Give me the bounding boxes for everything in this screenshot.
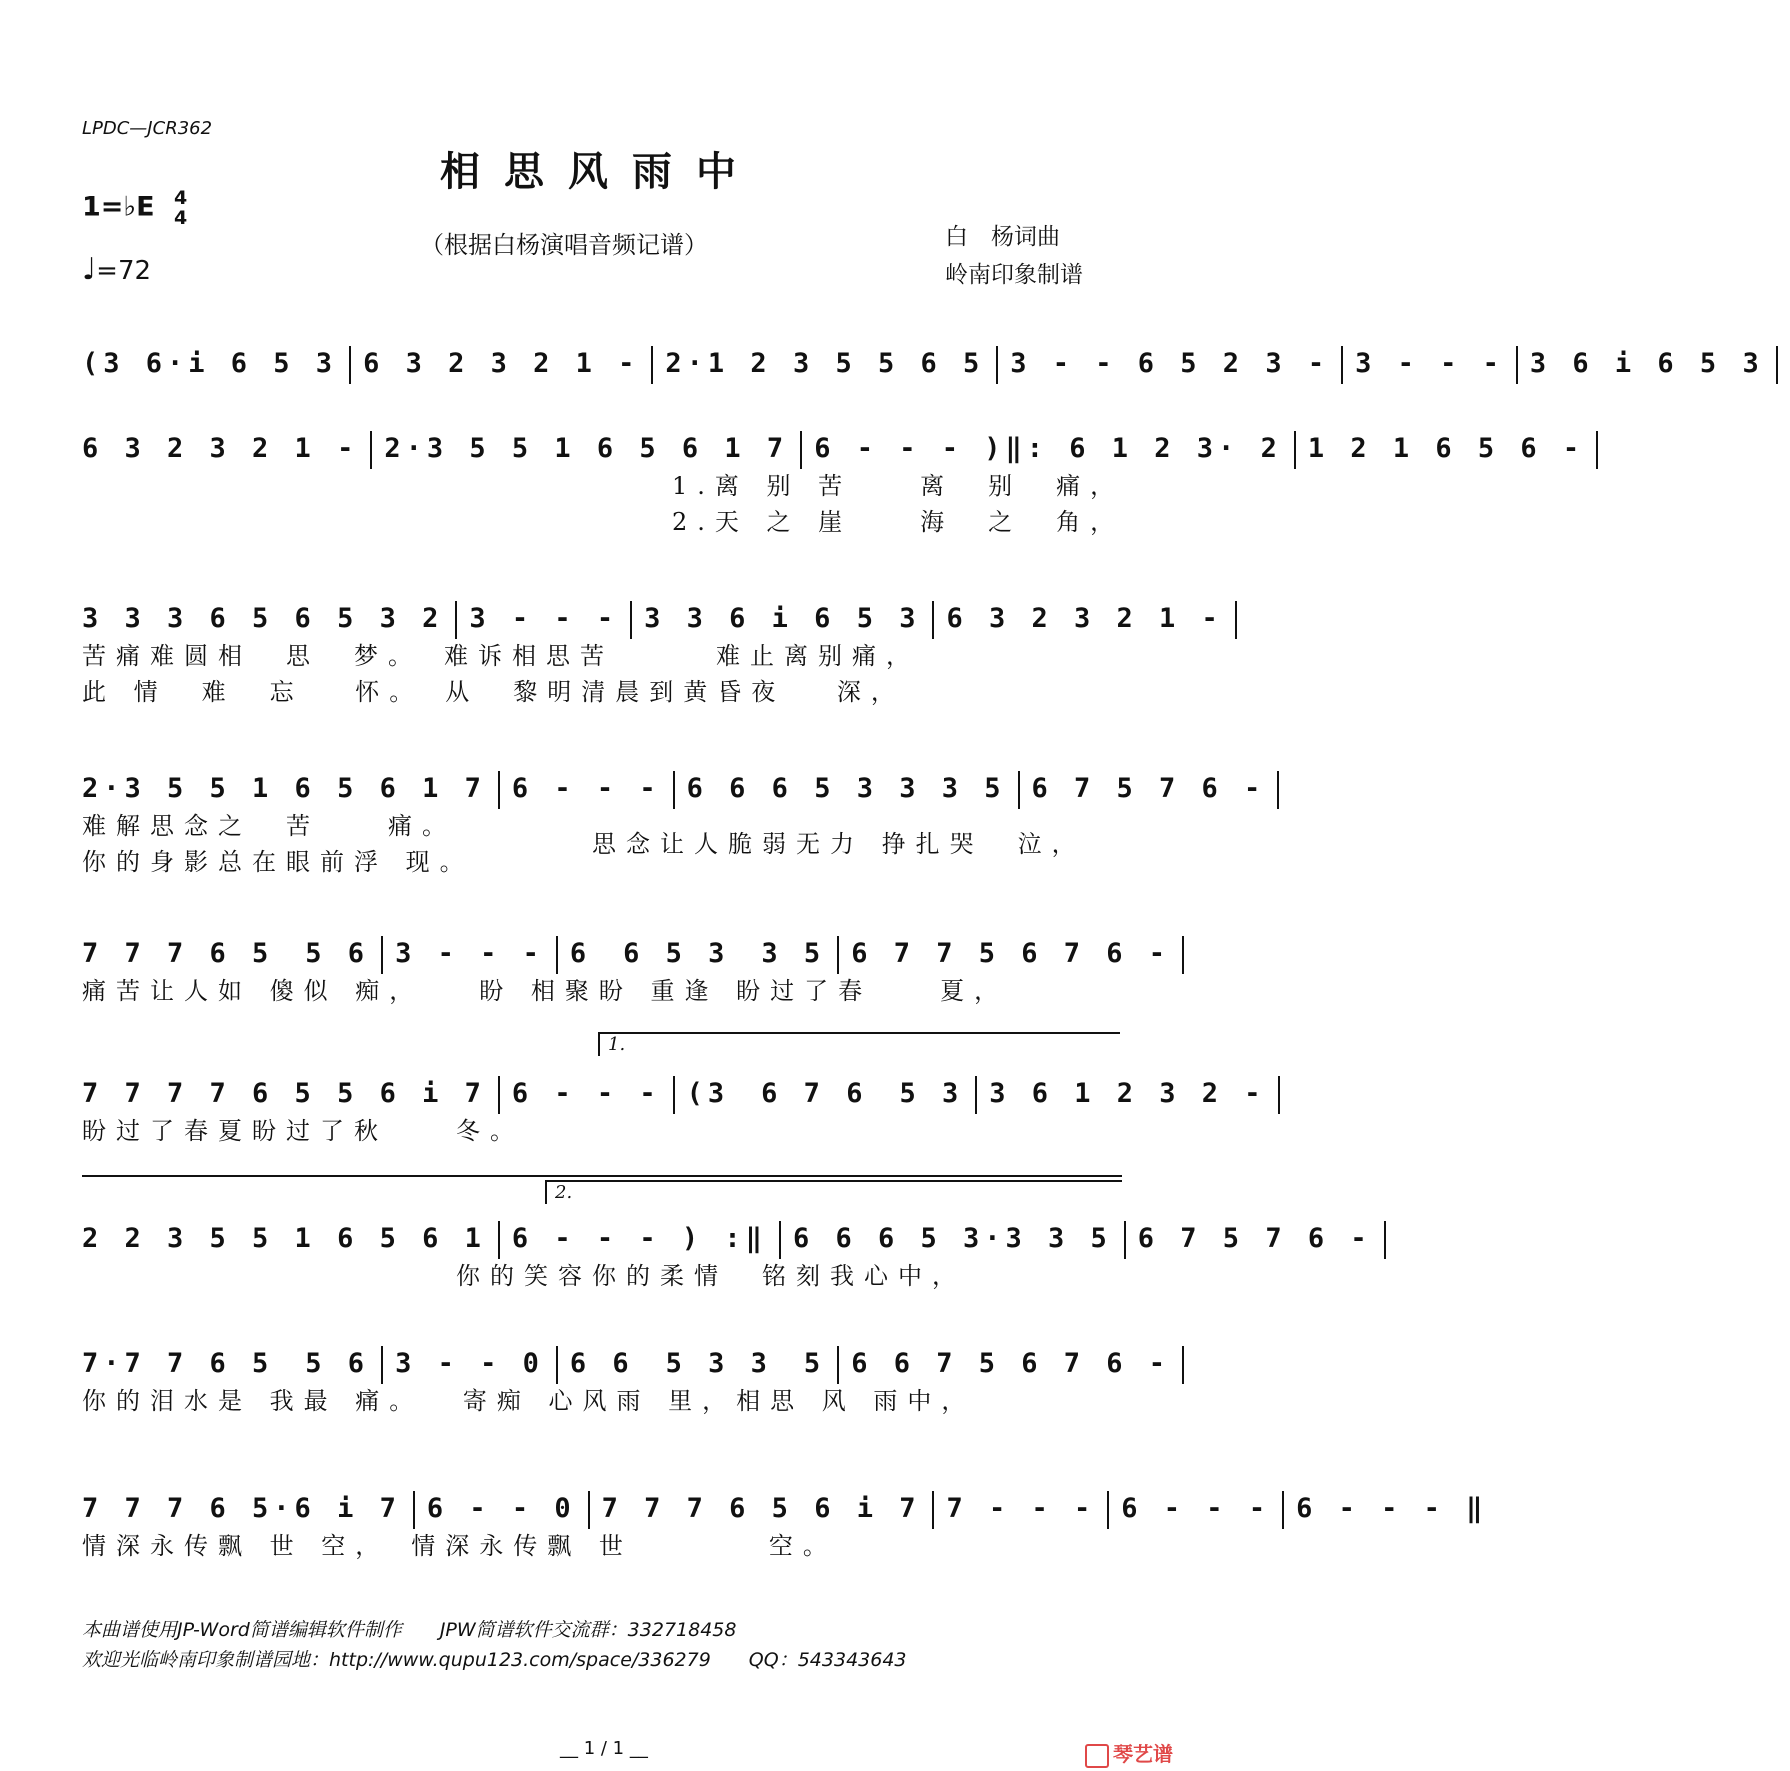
barline bbox=[1182, 1346, 1184, 1384]
barline bbox=[837, 1346, 839, 1384]
barline bbox=[1277, 771, 1279, 809]
measure: 1 2 1 6 5 6 - bbox=[1307, 433, 1585, 464]
lyric-verse-2: 你的身影总在眼前浮 现。 bbox=[82, 848, 474, 876]
measure: 6 3 2 3 2 1 - bbox=[363, 348, 640, 379]
barline bbox=[455, 601, 457, 639]
measure: ‖: 6 1 2 3· 2 bbox=[1005, 433, 1282, 464]
barline bbox=[1124, 1221, 1126, 1259]
barline bbox=[381, 1346, 383, 1384]
system-5 bbox=[82, 935, 1171, 1009]
barline bbox=[1294, 431, 1296, 469]
measure: 6 3 2 3 2 1 - bbox=[946, 603, 1223, 634]
barline bbox=[1018, 771, 1020, 809]
barline bbox=[349, 346, 351, 384]
measure: 3 6 1 2 3 2 - bbox=[989, 1078, 1266, 1109]
measure: 3 - - - bbox=[469, 603, 619, 634]
author-credit: 白 杨词曲 bbox=[945, 224, 1060, 250]
measure: 6 7 5 7 6 - bbox=[1031, 773, 1266, 804]
measure: (3 6 7 6 5 3 bbox=[686, 1078, 964, 1109]
barline bbox=[1341, 346, 1343, 384]
notes-row bbox=[82, 1490, 1488, 1528]
measure: 6 3 2 3 2 1 - bbox=[82, 433, 359, 464]
time-numerator: 4 bbox=[174, 187, 188, 209]
time-signature bbox=[174, 188, 187, 228]
measure: 6 - - - bbox=[1121, 1493, 1271, 1524]
system-4 bbox=[82, 770, 1266, 880]
notes-row bbox=[82, 1075, 1266, 1113]
measure: 3 - - 6 5 2 3 - bbox=[1010, 348, 1330, 379]
barline bbox=[1384, 1221, 1386, 1259]
volta-1 bbox=[598, 1032, 1120, 1056]
system-3 bbox=[82, 600, 1223, 710]
key-signature bbox=[82, 188, 187, 228]
volta-bracket-line bbox=[82, 1175, 1122, 1177]
tempo-marking bbox=[82, 252, 151, 287]
lyric-line: 盼过了春夏盼过了秋 冬。 bbox=[82, 1117, 524, 1145]
barline bbox=[996, 346, 998, 384]
notes-row bbox=[82, 1345, 1171, 1383]
barline bbox=[381, 936, 383, 974]
barline bbox=[370, 431, 372, 469]
barline bbox=[498, 1076, 500, 1114]
barline bbox=[1596, 431, 1598, 469]
measure: 2·3 5 5 1 6 5 6 1 7 bbox=[82, 773, 486, 804]
barline bbox=[498, 771, 500, 809]
lyric-block bbox=[82, 808, 1122, 880]
lyric-verse-1: 1.离 别 苦 离 别 痛， bbox=[672, 472, 1125, 500]
volta-label: 1. bbox=[608, 1034, 626, 1055]
lyric-line: 你的泪水是 我最 痛。 寄痴 心风雨 里，相思 风 雨中， bbox=[82, 1387, 976, 1415]
lyric-verse-1: 难解思念之 苦 痛。 bbox=[82, 812, 456, 840]
notes-row bbox=[82, 1220, 1372, 1258]
lyric-line: 你的笑容你的柔情 铭刻我心中， bbox=[82, 1262, 966, 1290]
barline bbox=[556, 1346, 558, 1384]
barline bbox=[413, 1491, 415, 1529]
quarter-note-icon: ♩ bbox=[82, 252, 97, 287]
notes-row bbox=[82, 935, 1171, 973]
barline bbox=[1107, 1491, 1109, 1529]
subtitle: （根据白杨演唱音频记谱） bbox=[420, 231, 708, 259]
barline bbox=[1282, 1491, 1284, 1529]
measure: 6 - - - bbox=[511, 773, 661, 804]
notes-row bbox=[82, 770, 1266, 808]
measure: 3 - - - bbox=[1355, 348, 1504, 379]
measure: 6 - - - bbox=[511, 1078, 661, 1109]
time-denominator: 4 bbox=[174, 207, 188, 229]
lyric-verse-2: 2.天 之 崖 海 之 角， bbox=[672, 508, 1125, 536]
barline bbox=[932, 1491, 934, 1529]
measure: 6 6 5 3 3 5 bbox=[569, 938, 826, 969]
barline bbox=[1516, 346, 1518, 384]
measure: 6 6 6 5 3 3 3 5 bbox=[686, 773, 1006, 804]
measure: 3 3 3 6 5 6 5 3 2 bbox=[82, 603, 444, 634]
system-7 bbox=[82, 1220, 1372, 1294]
measure: 6 - - 0 bbox=[426, 1493, 576, 1524]
song-title: 相思风雨中 bbox=[440, 148, 760, 195]
barline bbox=[588, 1491, 590, 1529]
barline bbox=[1182, 936, 1184, 974]
score-code: LPDC—JCR362 bbox=[82, 118, 213, 139]
measure: 7 7 7 6 5·6 i 7 bbox=[82, 1493, 401, 1524]
barline bbox=[673, 771, 675, 809]
footer-line-1: 本曲谱使用JP-Word简谱编辑软件制作 JPW简谱软件交流群：332718458 bbox=[82, 1619, 737, 1641]
barline bbox=[556, 936, 558, 974]
barline bbox=[932, 601, 934, 639]
barline bbox=[630, 601, 632, 639]
measure: 2·1 2 3 5 5 6 5 bbox=[665, 348, 985, 379]
barline bbox=[651, 346, 653, 384]
measure: 6 - - - ‖ bbox=[1296, 1493, 1488, 1524]
measure: 6 7 7 5 6 7 6 - bbox=[851, 938, 1171, 969]
page-number: __ 1 / 1 __ bbox=[560, 1738, 648, 1759]
measure: 3 - - - bbox=[395, 938, 544, 969]
barline bbox=[800, 431, 802, 469]
barline bbox=[1776, 346, 1778, 384]
measure: 6 6 6 5 3·3 3 5 bbox=[792, 1223, 1112, 1254]
key-label: 1=♭E bbox=[82, 191, 155, 223]
lyric-line: 痛苦让人如 傻似 痴， 盼 相聚盼 重逢 盼过了春 夏， bbox=[82, 977, 1009, 1005]
measure: 6 7 5 7 6 - bbox=[1137, 1223, 1372, 1254]
measure: 6 6 5 3 3 5 bbox=[569, 1348, 826, 1379]
tempo-value: =72 bbox=[96, 256, 152, 286]
volta-label: 2. bbox=[555, 1182, 573, 1203]
lyric-shared: 思念让人脆弱无力 挣扎哭 泣， bbox=[592, 830, 1086, 858]
system-9 bbox=[82, 1490, 1488, 1564]
system-1 bbox=[82, 345, 1764, 383]
measure: 2 2 3 5 5 1 6 5 6 1 bbox=[82, 1223, 486, 1254]
measure: 6 6 7 5 6 7 6 - bbox=[851, 1348, 1171, 1379]
barline bbox=[498, 1221, 500, 1259]
barline bbox=[1235, 601, 1237, 639]
measure: 7 7 7 6 5 6 i 7 bbox=[601, 1493, 921, 1524]
measure: (3 6·i 6 5 3 bbox=[82, 348, 338, 379]
barline bbox=[779, 1221, 781, 1259]
measure: 6 - - - ) :‖ bbox=[511, 1223, 767, 1254]
measure: 7 7 7 6 5 5 6 bbox=[82, 938, 370, 969]
notes-row bbox=[82, 430, 1585, 468]
watermark-logo-icon bbox=[1085, 1744, 1109, 1768]
system-8 bbox=[82, 1345, 1171, 1419]
watermark-text: 琴艺谱 bbox=[1113, 1742, 1173, 1766]
measure: 7 - - - bbox=[946, 1493, 1096, 1524]
notes-row bbox=[82, 345, 1764, 383]
barline bbox=[975, 1076, 977, 1114]
measure: 3 - - 0 bbox=[395, 1348, 544, 1379]
barline bbox=[1278, 1076, 1280, 1114]
measure: 3 6 i 6 5 3 bbox=[1529, 348, 1764, 379]
system-6 bbox=[82, 1075, 1266, 1149]
lyric-verse-1: 苦痛难圆相 思 梦。 难诉相思苦 难止离别痛， bbox=[82, 642, 920, 670]
measure: 7 7 7 7 6 5 5 6 i 7 bbox=[82, 1078, 486, 1109]
lyric-line: 情深永传飘 世 空， 情深永传飘 世 空。 bbox=[82, 1532, 837, 1560]
arranger-credit: 岭南印象制谱 bbox=[945, 262, 1083, 288]
measure: 3 3 6 i 6 5 3 bbox=[644, 603, 921, 634]
barline bbox=[673, 1076, 675, 1114]
system-2 bbox=[82, 430, 1585, 540]
measure: 7·7 7 6 5 5 6 bbox=[82, 1348, 370, 1379]
volta-2 bbox=[545, 1180, 1122, 1204]
measure: 2·3 5 5 1 6 5 6 1 7 bbox=[384, 433, 789, 464]
footer-line-2: 欢迎光临岭南印象制谱园地：http://www.qupu123.com/space/336279 QQ：543343643 bbox=[82, 1649, 907, 1671]
watermark bbox=[1085, 1738, 1173, 1768]
barline bbox=[837, 936, 839, 974]
notes-row bbox=[82, 600, 1223, 638]
measure: 6 - - - ) bbox=[814, 433, 1006, 464]
lyric-verse-2: 此 情 难 忘 怀。 从 黎明清晨到黄昏夜 深， bbox=[82, 678, 905, 706]
